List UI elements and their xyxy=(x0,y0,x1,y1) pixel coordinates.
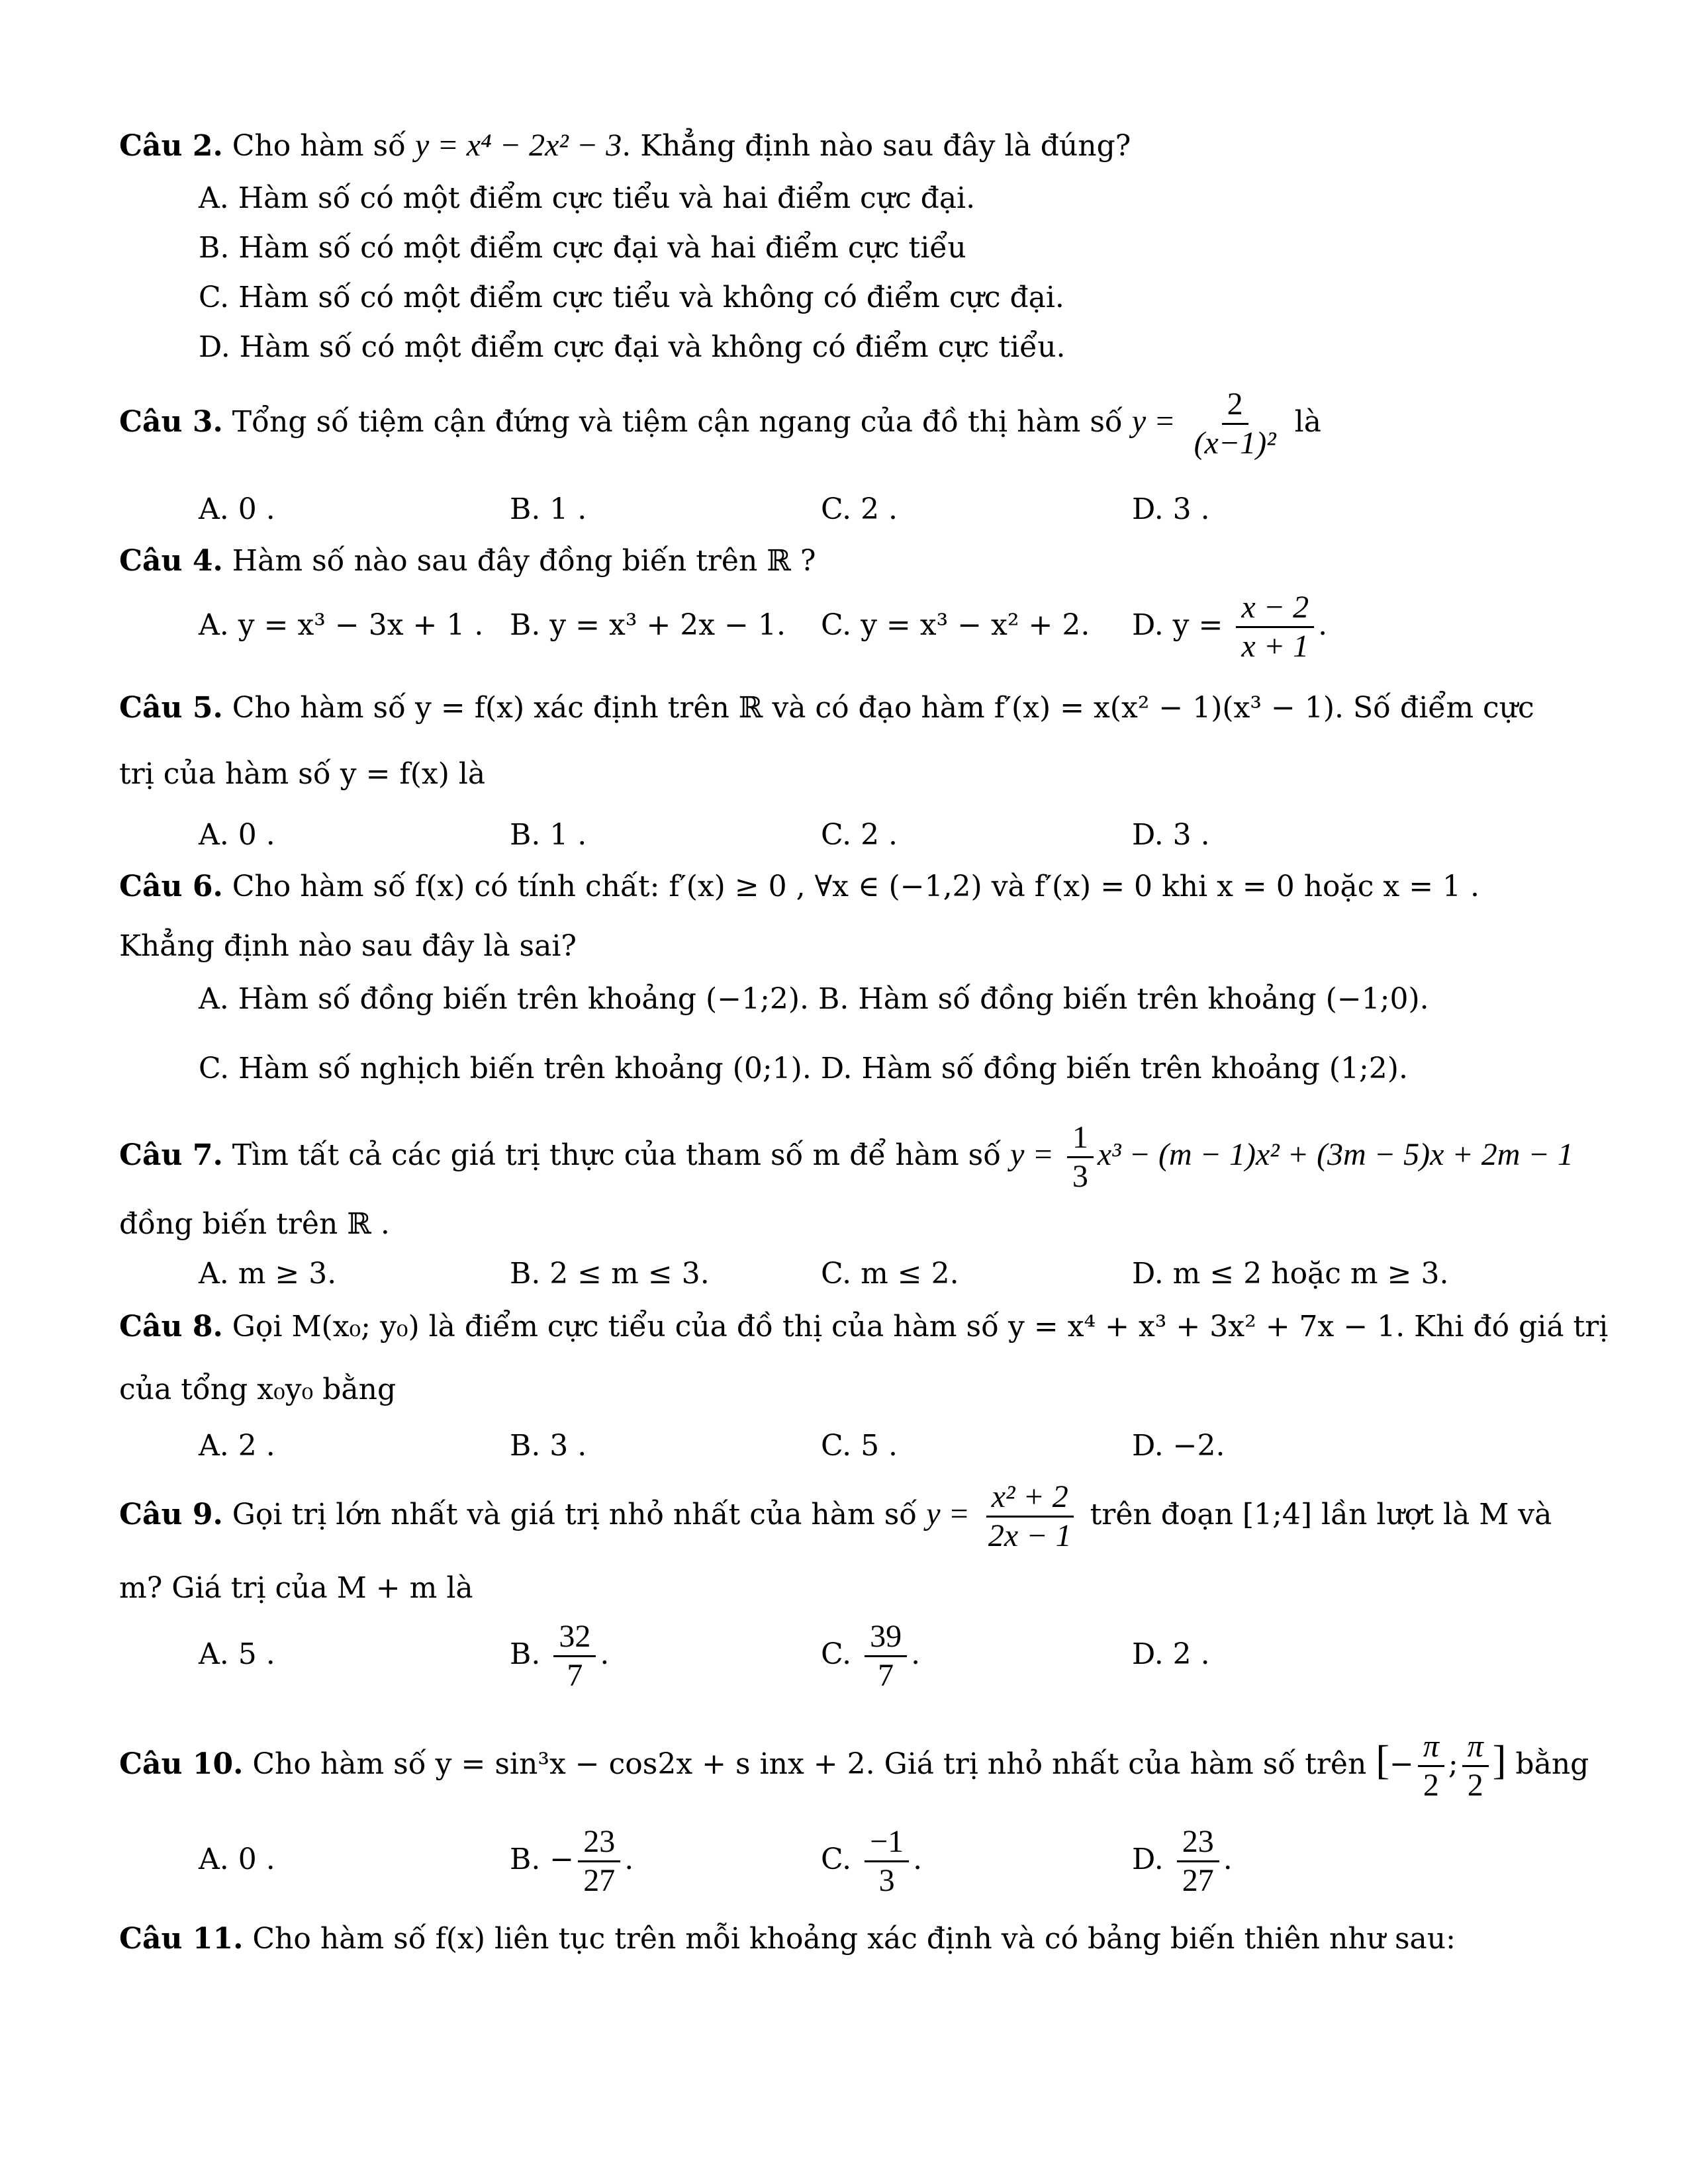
q3-denominator: (x−1)² xyxy=(1194,426,1276,461)
q10-option-d-fraction xyxy=(1177,1823,1219,1899)
q4-option-a: A. y = x³ − 3x + 1 . xyxy=(199,608,484,642)
q10-options xyxy=(119,1813,1569,1906)
q4-options xyxy=(119,589,1569,662)
q4-option-b: B. y = x³ + 2x − 1. xyxy=(510,608,786,642)
q9-numerator: x² + 2 xyxy=(986,1479,1074,1518)
q8-stem-line2: của tổng x₀y₀ bằng xyxy=(119,1373,397,1406)
q7-option-b: B. 2 ≤ m ≤ 3. xyxy=(510,1257,710,1291)
q10-option-b-prefix: B. − xyxy=(510,1843,575,1876)
q9-option-c xyxy=(821,1608,920,1701)
q7-formula-rest: x³ − (m − 1)x² + (3m − 5)x + 2m − 1 xyxy=(1097,1137,1573,1172)
q6-line1: Cho hàm số f(x) có tính chất: f′(x) ≥ 0 , ∀x ∈ (−1,2) và f′(x) = 0 khi x = 0 hoặc x = 1 . xyxy=(232,870,1480,903)
q10-interval-upper-denominator: 2 xyxy=(1467,1768,1483,1803)
q3-option-a: A. 0 . xyxy=(199,492,275,526)
q3-option-c: C. 2 . xyxy=(821,492,898,526)
q6-option-a: A. Hàm số đồng biến trên khoảng (−1;2). xyxy=(199,982,810,1016)
q9-stem-text: Gọi trị lớn nhất và giá trị nhỏ nhất của hàm số xyxy=(232,1498,917,1531)
q9-denominator: 2x − 1 xyxy=(988,1518,1072,1553)
q7-stem xyxy=(119,1112,1573,1198)
q7-option-d: D. m ≤ 2 hoặc m ≥ 3. xyxy=(1132,1257,1449,1291)
q9-option-b-fraction xyxy=(553,1618,596,1694)
q6-label: Câu 6. xyxy=(119,870,223,903)
q2-option-d: D. Hàm số có một điểm cực đại và không có điểm cực tiểu. xyxy=(199,330,1066,364)
q9-option-d: D. 2 . xyxy=(1132,1637,1210,1671)
q6-options-cd xyxy=(199,1049,1569,1089)
q9-stem-line2: m? Giá trị của M + m là xyxy=(119,1571,473,1605)
q9-option-b-prefix: B. xyxy=(510,1637,541,1671)
q8-label: Câu 8. xyxy=(119,1310,223,1343)
q8-option-b: B. 3 . xyxy=(510,1429,587,1463)
q10-interval-lower-numerator: π xyxy=(1418,1728,1444,1767)
q7-fraction xyxy=(1067,1119,1094,1195)
q8-stem-line1 xyxy=(119,1307,1609,1347)
q10-option-d-prefix: D. xyxy=(1132,1843,1164,1876)
q9-stem xyxy=(119,1473,1569,1555)
q9-label: Câu 9. xyxy=(119,1498,223,1531)
q4-option-d-denominator: x + 1 xyxy=(1241,629,1309,664)
q10-option-c-fraction xyxy=(865,1823,909,1899)
q10-option-c-suffix: . xyxy=(913,1843,923,1876)
q5-option-a: A. 0 . xyxy=(199,818,275,852)
q10-stem xyxy=(119,1714,1589,1807)
q9-option-c-fraction xyxy=(865,1618,907,1694)
q9-tail: trên đoạn [1;4] lần lượt là M và xyxy=(1090,1498,1552,1531)
q2-option-c: C. Hàm số có một điểm cực tiểu và không có điểm cực đại. xyxy=(199,281,1064,314)
q10-interval-separator: ; xyxy=(1448,1747,1458,1781)
q4-option-d-prefix: D. y = xyxy=(1132,608,1223,642)
q5-stem-line1 xyxy=(119,688,1569,728)
q2-formula: y = x⁴ − 2x² − 3 xyxy=(415,128,622,163)
q3-stem xyxy=(119,385,1569,461)
q2-option-b: B. Hàm số có một điểm cực đại và hai điểm cực tiểu xyxy=(199,231,966,265)
q3-stem-text: Tổng số tiệm cận đứng và tiệm cận ngang của đồ thị hàm số xyxy=(232,405,1123,439)
q8-option-d: D. −2. xyxy=(1132,1429,1225,1463)
q11-label: Câu 11. xyxy=(119,1922,244,1956)
q6-stem-line1 xyxy=(119,867,1569,907)
q10-option-b-suffix: . xyxy=(624,1843,634,1876)
q4-option-d-numerator: x − 2 xyxy=(1236,589,1314,628)
q10-option-d xyxy=(1132,1813,1233,1906)
q7-option-c: C. m ≤ 2. xyxy=(821,1257,959,1291)
q7-stem-line2: đồng biến trên ℝ . xyxy=(119,1207,390,1241)
q10-interval-upper xyxy=(1462,1728,1489,1804)
q10-stem-text: Cho hàm số y = sin³x − cos2x + s inx + 2. Giá trị nhỏ nhất của hàm số trên xyxy=(252,1747,1367,1781)
q3-option-d: D. 3 . xyxy=(1132,492,1210,526)
q9-option-b-denominator: 7 xyxy=(567,1658,583,1693)
q9-option-c-denominator: 7 xyxy=(878,1658,894,1693)
q5-line1: Cho hàm số y = f(x) xác định trên ℝ và có đạo hàm f′(x) = x(x² − 1)(x³ − 1). Số điểm cực xyxy=(232,691,1534,725)
q2-tail: . Khẳng định nào sau đây là đúng? xyxy=(622,129,1131,163)
q10-option-c xyxy=(821,1813,922,1906)
q10-label: Câu 10. xyxy=(119,1747,244,1781)
q10-option-d-denominator: 27 xyxy=(1182,1863,1214,1898)
q9-option-b-suffix: . xyxy=(600,1637,610,1671)
q10-interval-left-bracket: [ xyxy=(1376,1738,1389,1783)
q6-option-c: C. Hàm số nghịch biến trên khoảng (0;1). xyxy=(199,1052,812,1085)
q5-option-b: B. 1 . xyxy=(510,818,587,852)
q3-option-b: B. 1 . xyxy=(510,492,587,526)
q9-option-a: A. 5 . xyxy=(199,1637,275,1671)
q10-option-d-suffix: . xyxy=(1223,1843,1233,1876)
q2-label: Câu 2. xyxy=(119,129,223,163)
q10-option-b-numerator: 23 xyxy=(578,1823,620,1862)
q10-option-c-numerator: −1 xyxy=(865,1823,909,1862)
q10-option-c-denominator: 3 xyxy=(878,1863,895,1898)
q4-option-d-suffix: . xyxy=(1318,608,1328,642)
q2-stem-text: Cho hàm số xyxy=(232,129,406,163)
q10-option-b xyxy=(510,1813,633,1906)
q2-stem xyxy=(119,126,1569,166)
q10-interval-lower-denominator: 2 xyxy=(1423,1768,1439,1803)
q6-option-d: D. Hàm số đồng biến trên khoảng (1;2). xyxy=(820,1052,1408,1085)
q3-label: Câu 3. xyxy=(119,405,223,439)
q6-stem-line2: Khẳng định nào sau đây là sai? xyxy=(119,929,577,963)
q3-y: y = xyxy=(1131,404,1176,439)
q4-stem-text: Hàm số nào sau đây đồng biến trên ℝ ? xyxy=(232,544,816,578)
q4-option-c: C. y = x³ − x² + 2. xyxy=(821,608,1090,642)
q4-option-d xyxy=(1132,589,1327,665)
q8-line1: Gọi M(x₀; y₀) là điểm cực tiểu của đồ thị của hàm số y = x⁴ + x³ + 3x² + 7x − 1. Khi đó giá trị xyxy=(232,1310,1609,1343)
q10-option-b-denominator: 27 xyxy=(583,1863,616,1898)
q10-interval-right-bracket: ] xyxy=(1492,1738,1507,1783)
q8-option-a: A. 2 . xyxy=(199,1429,275,1463)
q7-label: Câu 7. xyxy=(119,1138,223,1172)
q3-tail: là xyxy=(1294,405,1321,439)
q4-option-d-fraction xyxy=(1236,589,1314,665)
q9-options xyxy=(119,1608,1569,1701)
q10-tail: bằng xyxy=(1515,1747,1589,1781)
q3-numerator: 2 xyxy=(1222,386,1248,425)
q5-label: Câu 5. xyxy=(119,691,223,725)
q2-option-a: A. Hàm số có một điểm cực tiểu và hai điểm cực đại. xyxy=(199,181,976,215)
q9-fraction xyxy=(983,1479,1077,1555)
q7-option-a: A. m ≥ 3. xyxy=(199,1257,337,1291)
q9-option-b-numerator: 32 xyxy=(553,1618,596,1657)
q10-interval-lower xyxy=(1418,1728,1444,1804)
q10-option-d-numerator: 23 xyxy=(1177,1823,1219,1862)
q7-denominator: 3 xyxy=(1072,1159,1088,1194)
q7-numerator: 1 xyxy=(1067,1119,1094,1158)
q10-option-c-prefix: C. xyxy=(821,1843,852,1876)
q9-option-c-prefix: C. xyxy=(821,1637,852,1671)
q5-option-d: D. 3 . xyxy=(1132,818,1210,852)
q6-options-ab xyxy=(199,979,1569,1019)
q10-option-a: A. 0 . xyxy=(199,1843,275,1876)
q11-stem xyxy=(119,1919,1569,1959)
q10-interval-upper-numerator: π xyxy=(1462,1728,1489,1767)
q9-y: y = xyxy=(926,1496,970,1531)
q8-option-c: C. 5 . xyxy=(821,1429,898,1463)
q9-option-c-suffix: . xyxy=(911,1637,921,1671)
q11-stem-text: Cho hàm số f(x) liên tục trên mỗi khoảng xác định và có bảng biến thiên như sau: xyxy=(252,1922,1456,1956)
q9-option-b xyxy=(510,1608,609,1701)
q6-option-b: B. Hàm số đồng biến trên khoảng (−1;0). xyxy=(818,982,1429,1016)
q3-fraction xyxy=(1189,386,1282,462)
q10-option-b-fraction xyxy=(578,1823,620,1899)
q9-option-c-numerator: 39 xyxy=(865,1618,907,1657)
q5-option-c: C. 2 . xyxy=(821,818,898,852)
q4-stem xyxy=(119,541,1569,581)
q7-stem-text: Tìm tất cả các giá trị thực của tham số m để hàm số xyxy=(232,1138,1002,1172)
q5-stem-line2: trị của hàm số y = f(x) là xyxy=(119,757,486,791)
q4-label: Câu 4. xyxy=(119,544,223,578)
q10-interval-minus: − xyxy=(1389,1747,1414,1781)
q7-y: y = xyxy=(1010,1137,1054,1172)
